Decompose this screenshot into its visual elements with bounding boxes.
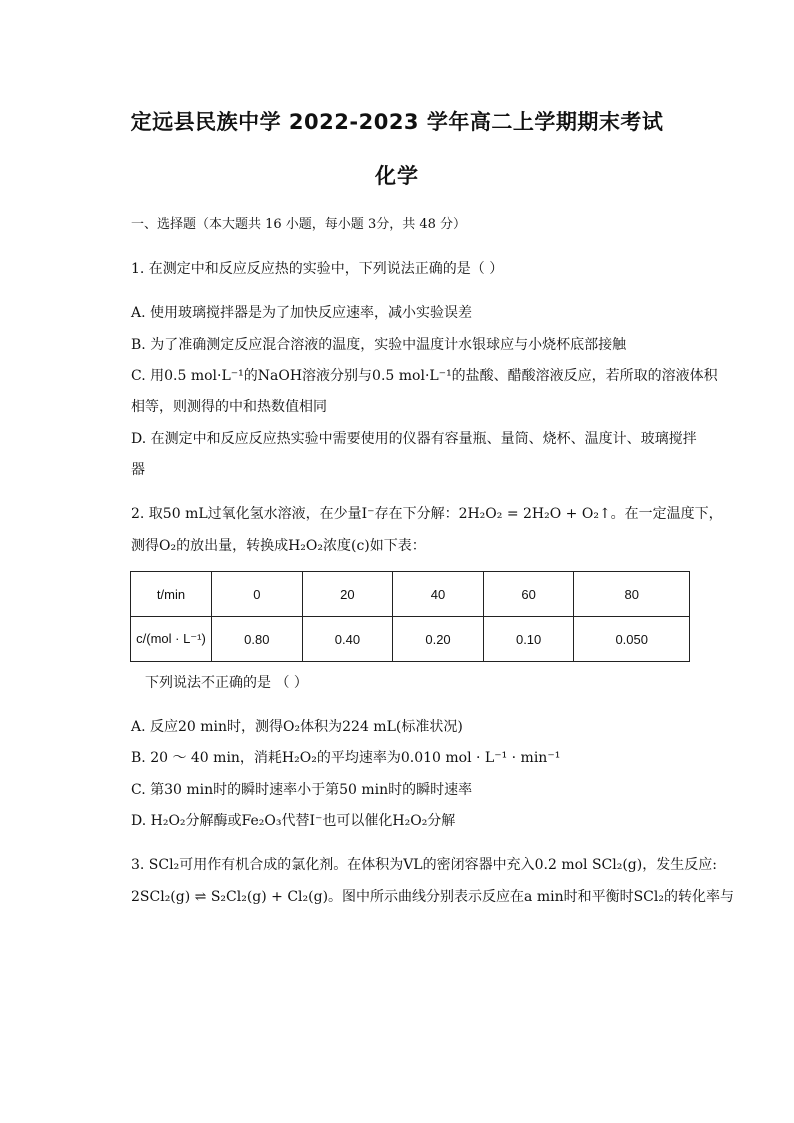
question-3-stem: 3. SCl₂可用作有机合成的氯化剂。在体积为VL的密闭容器中充入0.2 mol SCl₂(g)，发生反应:	[131, 857, 717, 873]
table-cell-concentration: 0.80	[212, 617, 303, 662]
table-cell-time: 60	[483, 572, 574, 617]
question-1-option-c: C. 用0.5 mol·L⁻¹的NaOH溶液分别与0.5 mol·L⁻¹的盐酸、醋酸溶液反应，若所取的溶液体积	[131, 368, 718, 384]
table-cell-concentration: 0.40	[302, 617, 393, 662]
table-cell-concentration: 0.10	[483, 617, 574, 662]
table-cell-time: 40	[393, 572, 484, 617]
question-2-prompt: 下列说法不正确的是 （ ）	[145, 675, 308, 691]
question-3-stem-cont: 2SCl₂(g) ⇌ S₂Cl₂(g) + Cl₂(g)。图中所示曲线分别表示反应在a min时和平衡时SCl₂的转化率与	[131, 889, 734, 905]
question-1-stem: 1. 在测定中和反应反应热的实验中，下列说法正确的是（ ）	[131, 261, 504, 277]
question-2-option-c: C. 第30 min时的瞬时速率小于第50 min时的瞬时速率	[131, 782, 473, 798]
table-row-time	[131, 572, 690, 617]
table-header-time: t/min	[131, 572, 212, 617]
question-2-stem-cont: 测得O₂的放出量，转换成H₂O₂浓度(c)如下表：	[131, 538, 426, 554]
question-1-option-c-cont: 相等，则测得的中和热数值相同	[131, 399, 327, 415]
concentration-table	[130, 571, 690, 662]
question-1-option-d-cont: 器	[131, 462, 145, 478]
question-1-option-b: B. 为了准确测定反应混合溶液的温度，实验中温度计水银球应与小烧杯底部接触	[131, 337, 627, 353]
table-cell-time: 0	[212, 572, 303, 617]
table-header-concentration: c/(mol · L⁻¹)	[131, 617, 212, 662]
question-2-stem: 2. 取50 mL过氧化氢水溶液，在少量I⁻存在下分解：2H₂O₂ = 2H₂O + O₂↑。在一定温度下，	[131, 506, 723, 522]
table-cell-concentration: 0.20	[393, 617, 484, 662]
question-1-option-a: A. 使用玻璃搅拌器是为了加快反应速率，减小实验误差	[131, 305, 473, 321]
subject-title: 化学	[375, 164, 419, 188]
table-cell-concentration: 0.050	[574, 617, 690, 662]
table-row-concentration	[131, 617, 690, 662]
question-2-option-b: B. 20 ～ 40 min，消耗H₂O₂的平均速率为0.010 mol · L⁻¹ · min⁻¹	[131, 750, 561, 766]
question-2-option-d: D. H₂O₂分解酶或Fe₂O₃代替I⁻也可以催化H₂O₂分解	[131, 813, 456, 829]
question-2-option-a: A. 反应20 min时，测得O₂体积为224 mL(标准状况)	[131, 719, 463, 735]
question-1-option-d: D. 在测定中和反应反应热实验中需要使用的仪器有容量瓶、量筒、烧杯、温度计、玻璃搅拌	[131, 431, 697, 447]
section-heading: 一、选择题（本大题共 16 小题，每小题 3分，共 48 分）	[131, 217, 467, 232]
exam-title: 定远县民族中学 2022-2023 学年高二上学期期末考试	[130, 110, 664, 134]
table-cell-time: 20	[302, 572, 393, 617]
table-cell-time: 80	[574, 572, 690, 617]
